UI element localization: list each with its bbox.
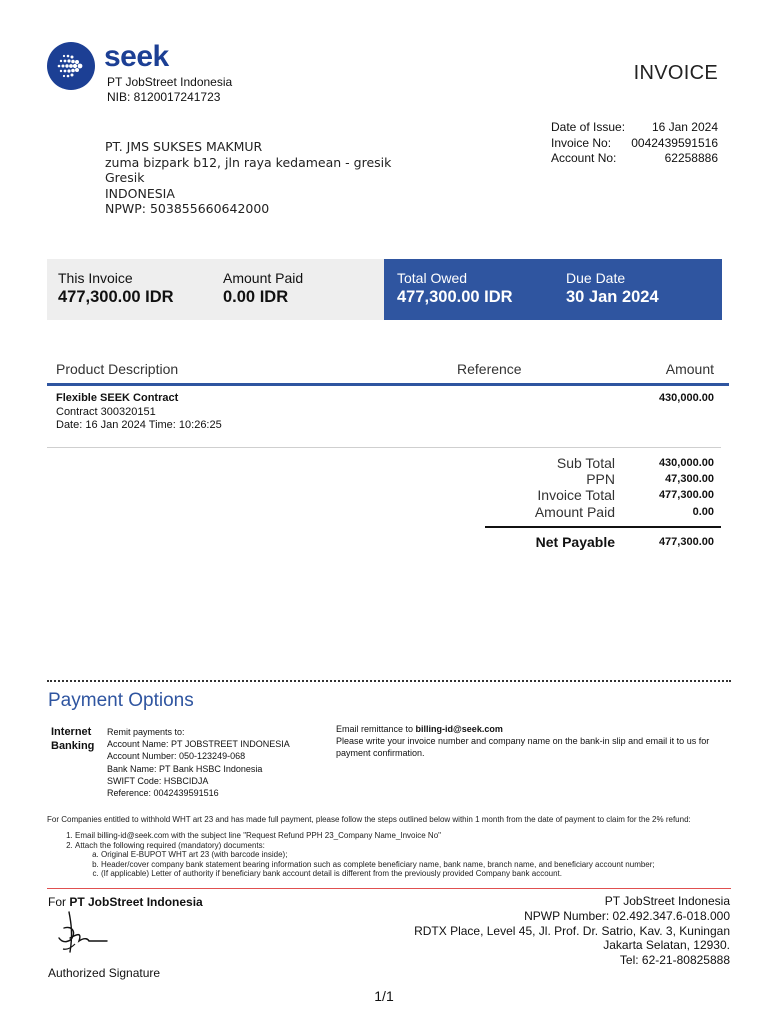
net-payable-value: 477,300.00 xyxy=(658,536,714,548)
page-number: 1/1 xyxy=(374,988,394,1004)
footer-company: PT JobStreet Indonesia xyxy=(604,894,730,908)
invoice-no-label: Invoice No: xyxy=(551,135,612,150)
date-value: 16 Jan 2024 xyxy=(651,120,718,134)
bank-details xyxy=(107,726,290,799)
column-header-description: Product Description xyxy=(56,361,179,377)
wht-step-1: 1. Email billing-id@seek.com with the subject line "Request Refund PPH 23_Company Name_Invoice No" xyxy=(75,831,731,841)
billing-email-link[interactable]: billing-id@seek.com xyxy=(415,724,503,734)
for-company-name: PT JobStreet Indonesia xyxy=(69,895,203,909)
item-title: Flexible SEEK Contract xyxy=(56,392,179,404)
seek-logo-icon xyxy=(47,42,95,90)
section-divider xyxy=(47,680,731,682)
for-company xyxy=(48,895,203,909)
customer-city: Gresik xyxy=(105,170,145,185)
company-footer xyxy=(414,894,730,968)
invoice-total-value: 477,300.00 xyxy=(658,489,714,501)
customer-name: PT. JMS SUKSES MAKMUR xyxy=(105,139,263,154)
summary-left-panel xyxy=(47,259,384,320)
footer-divider xyxy=(47,888,731,889)
payment-method-line1: Internet xyxy=(51,726,92,738)
invoice-meta xyxy=(551,120,718,167)
wht-intro: For Companies entitled to withhold WHT art 23 and has made full payment, please follow the steps outlined below within 1 month from the date of payment to claim for the 2% refund: xyxy=(47,815,691,824)
column-header-amount: Amount xyxy=(665,361,714,377)
brand-company: PT JobStreet Indonesia xyxy=(107,75,233,89)
remit-heading: Remit payments to: xyxy=(107,727,185,737)
column-header-reference: Reference xyxy=(457,361,522,377)
wht-steps xyxy=(47,831,731,879)
total-owed-label: Total Owed xyxy=(397,270,468,286)
wht-step-2a: a. Original E-BUPOT WHT art 23 (with barcode inside); xyxy=(101,850,731,860)
table-row xyxy=(56,392,222,433)
account-number: Account Number: 050-123249-068 xyxy=(107,751,246,762)
row-divider xyxy=(47,447,721,448)
amount-paid-label: Amount Paid xyxy=(223,270,304,286)
totals-divider xyxy=(485,526,721,528)
this-invoice-label: This Invoice xyxy=(58,270,133,286)
document-title: INVOICE xyxy=(633,62,718,84)
account-name: Account Name: PT JOBSTREET INDONESIA xyxy=(107,739,290,750)
brand-nib: NIB: 8120017241723 xyxy=(107,90,221,104)
payment-options-title: Payment Options xyxy=(48,690,194,711)
totals-amount-paid-value: 0.00 xyxy=(692,506,714,518)
signature-image xyxy=(55,908,115,965)
customer-country: INDONESIA xyxy=(105,185,175,201)
sub-total-value: 430,000.00 xyxy=(658,457,714,469)
total-owed-value: 477,300.00 IDR xyxy=(397,288,513,306)
wht-step-2c: c. (If applicable) Letter of authority if beneficiary bank account detail is different from the previously provided Company bank account. xyxy=(101,869,731,879)
header-divider xyxy=(47,383,729,386)
this-invoice-value: 477,300.00 IDR xyxy=(58,288,174,306)
email-remittance xyxy=(336,723,731,759)
due-date-label: Due Date xyxy=(566,270,626,286)
wht-step-2b: b. Header/cover company bank statement bearing information such as complete beneficiary name, bank name, branch name, and beneficiary account number; xyxy=(101,860,731,870)
account-no-label: Account No: xyxy=(551,151,617,165)
ppn-label: PPN xyxy=(586,471,615,487)
footer-address-1: RDTX Place, Level 45, Jl. Prof. Dr. Satrio, Kav. 3, Kuningan xyxy=(414,923,730,938)
for-prefix: For xyxy=(48,895,70,909)
account-no-value: 62258886 xyxy=(664,151,718,165)
footer-npwp: NPWP Number: 02.492.347.6-018.000 xyxy=(524,908,730,923)
wht-step-2: Attach the following required (mandatory) documents: xyxy=(75,840,265,850)
payment-method-line2: Banking xyxy=(51,739,95,752)
bank-name: Bank Name: PT Bank HSBC Indonesia xyxy=(107,763,263,774)
invoice-no-value: 0042439591516 xyxy=(631,135,718,150)
amount-paid-value: 0.00 IDR xyxy=(223,288,289,306)
brand-logo-text: seek xyxy=(104,40,169,73)
invoice-total-label: Invoice Total xyxy=(537,487,615,503)
customer-address-line: zuma bizpark b12, jln raya kedamean - gresik xyxy=(105,154,392,170)
customer-address xyxy=(105,139,391,217)
email-prefix: Email remittance to xyxy=(336,724,416,734)
summary-right-panel xyxy=(384,259,722,320)
payment-reference: Reference: 0042439591516 xyxy=(107,788,219,799)
signature-label: Authorized Signature xyxy=(48,966,161,980)
due-date-value: 30 Jan 2024 xyxy=(566,288,659,306)
payment-method xyxy=(51,726,94,753)
swift-code: SWIFT Code: HSBCIDJA xyxy=(107,775,209,786)
sub-total-label: Sub Total xyxy=(556,455,615,471)
item-contract: Contract 300320151 xyxy=(56,405,156,418)
ppn-value: 47,300.00 xyxy=(665,473,714,485)
item-date: Date: 16 Jan 2024 Time: 10:26:25 xyxy=(56,419,222,431)
item-amount: 430,000.00 xyxy=(658,392,714,404)
net-payable-label: Net Payable xyxy=(535,534,615,550)
footer-tel: Tel: 62-21-80825888 xyxy=(619,953,730,968)
customer-npwp: NPWP: 503855660642000 xyxy=(105,201,270,216)
email-note: Please write your invoice number and company name on the bank-in slip and email it to us for payment confirmation. xyxy=(336,736,710,758)
footer-address-2: Jakarta Selatan, 12930. xyxy=(603,938,730,953)
date-label: Date of Issue: xyxy=(551,120,626,134)
totals-amount-paid-label: Amount Paid xyxy=(534,504,615,520)
